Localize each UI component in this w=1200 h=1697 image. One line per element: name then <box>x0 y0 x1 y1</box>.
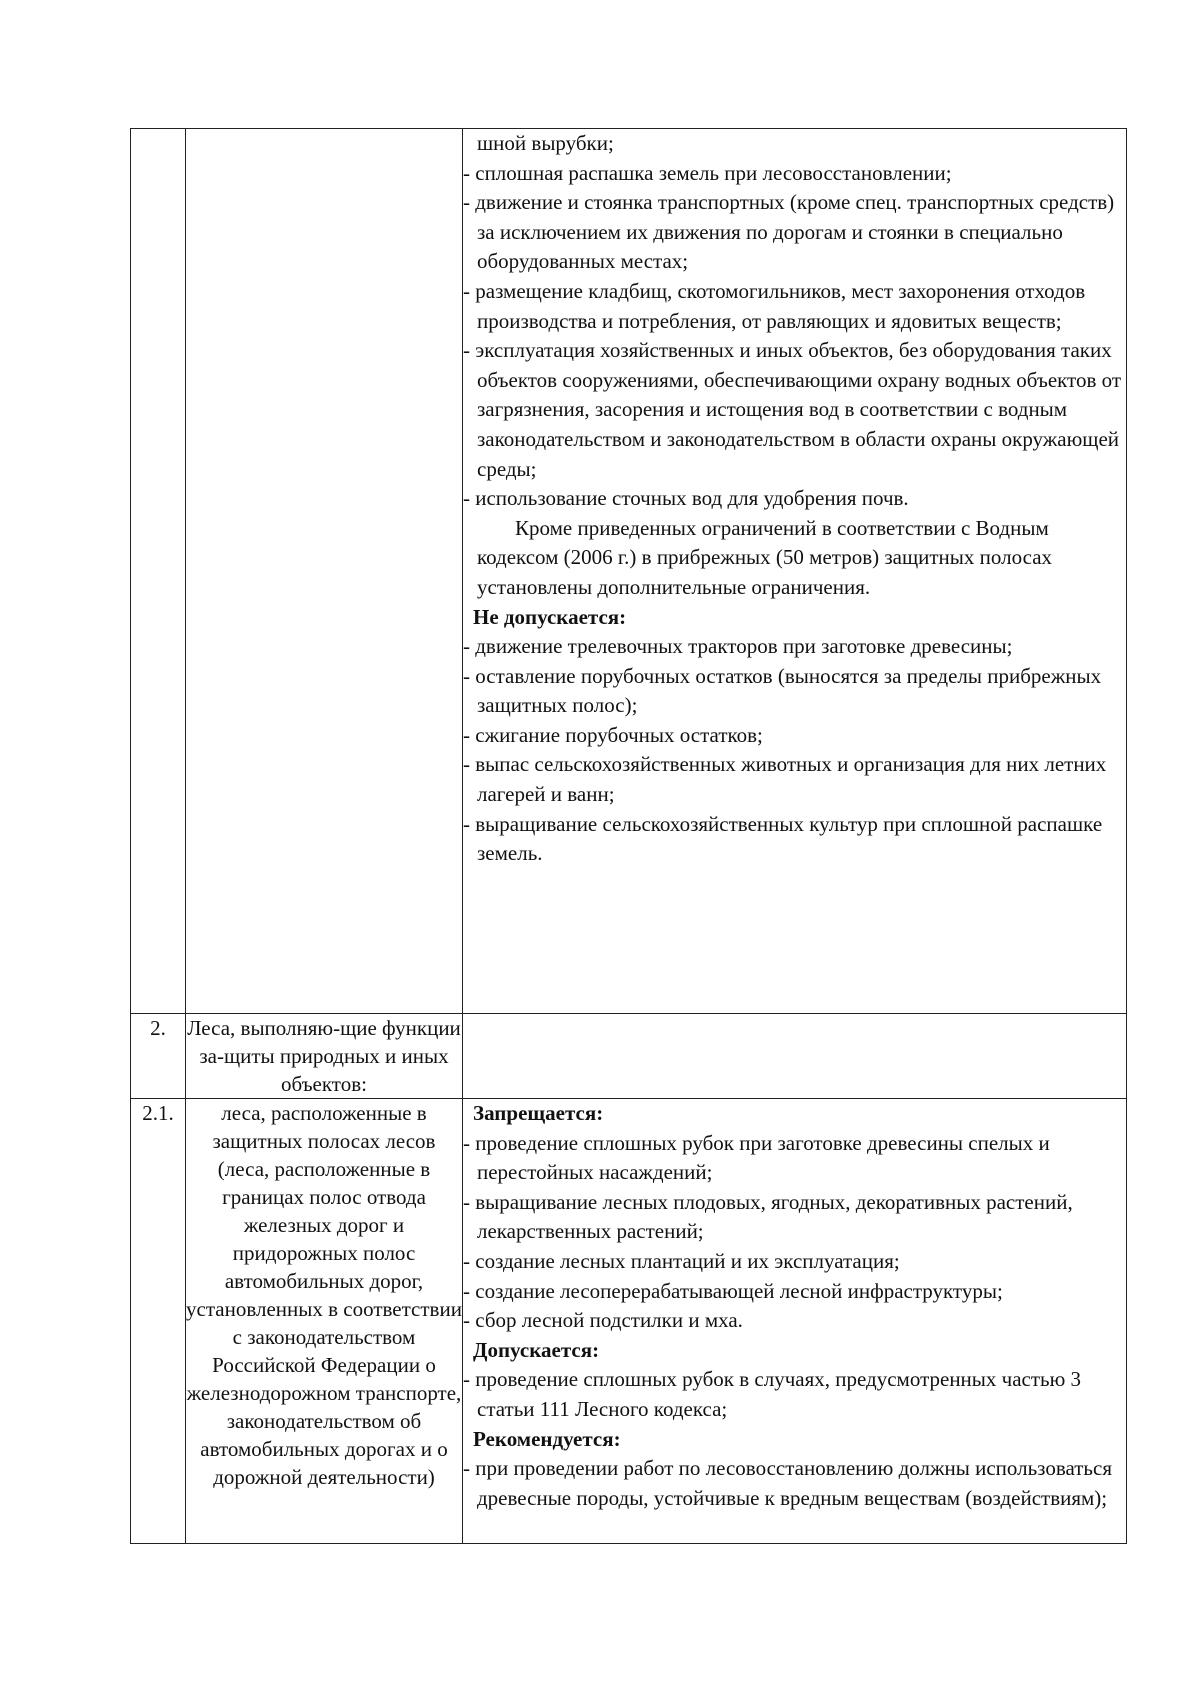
restriction-item: - выращивание сельскохозяйственных культур при сплошной распашке земель. <box>463 811 1103 866</box>
restriction-item: - сбор лесной подстилки и мха. <box>463 1308 743 1333</box>
section-heading: Рекомендуется: <box>473 1426 621 1451</box>
restriction-item: - движение и стоянка транспортных (кроме спец. транспортных средств) за исключением их движения по дорогам и стоянки в специально оборудованных местах; <box>463 190 1115 274</box>
restriction-item: - оставление порубочных остатков (выносятся за пределы прибрежных защитных полос); <box>463 663 1102 718</box>
restrictions-cell <box>463 1099 1127 1544</box>
restrictions-cell <box>463 129 1127 1014</box>
restrictions-cell <box>463 1014 1127 1099</box>
restriction-list <box>463 1099 1126 1513</box>
section-heading: Запрещается: <box>473 1101 604 1125</box>
restriction-item: - создание лесоперерабатывающей лесной инфраструктуры; <box>463 1278 1003 1303</box>
forest-category: леса, расположенные в защитных полосах лесов (леса, расположенные в границах полос отвода железных дорог и придорожных полос автомобильных дорог, установленных в соответствии с законодательством Российской Федерации о железнодорожном транспорте, законодательством об автомобильных дорогах и о дорожной деятельности) <box>186 1099 463 1544</box>
table-row <box>131 1014 1127 1099</box>
restriction-item: - проведение сплошных рубок в случаях, предусмотренных частью 3 статьи 111 Лесного кодекса; <box>463 1367 1082 1421</box>
restriction-item: - сжигание порубочных остатков; <box>463 722 763 747</box>
restriction-item: - размещение кладбищ, скотомогильников, мест захоронения отходов производства и потребления, от равляющих и ядовитых веществ; <box>463 278 1086 333</box>
restriction-item: - проведение сплошных рубок при заготовке древесины спелых и перестойных насаждений; <box>463 1130 1050 1185</box>
forest-category <box>186 129 463 1014</box>
restriction-item: - создание лесных плантаций и их эксплуатация; <box>463 1248 900 1273</box>
row-number: 2. <box>131 1014 186 1099</box>
restriction-item: - выпас сельскохозяйственных животных и организация для них летних лагерей и ванн; <box>463 752 1107 807</box>
row-number <box>131 129 186 1014</box>
table-row <box>131 129 1127 1014</box>
table-row <box>131 1099 1127 1544</box>
restriction-item: - при проведении работ по лесовосстановлению должны использоваться древесные породы, устойчивые к вредным веществам (воздействиям); <box>463 1456 1112 1510</box>
restriction-item: - эксплуатация хозяйственных и иных объектов, без оборудования таких объектов сооружениями, обеспечивающими охрану водных объектов от загрязнения, засорения и истощения вод в соответствии с водным законодательством и законодательством в области охраны окружающей среды; <box>463 338 1122 481</box>
restriction-item: - движение трелевочных тракторов при заготовке древесины; <box>463 634 1013 659</box>
paragraph: Кроме приведенных ограничений в соответствии с Водным кодексом (2006 г.) в прибрежных (50 метров) защитных полосах установлены дополнительные ограничения. <box>477 515 1053 599</box>
restrictions-table <box>130 128 1127 1544</box>
row-number: 2.1. <box>131 1099 186 1544</box>
continued-text: шной вырубки; <box>477 131 614 155</box>
forest-category: Леса, выполняю-щие функции за-щиты природных и иных объектов: <box>186 1014 463 1099</box>
restriction-item: - использование сточных вод для удобрения почв. <box>463 486 909 511</box>
section-heading: Не допускается: <box>473 604 627 629</box>
section-heading: Допускается: <box>473 1337 600 1362</box>
restriction-item: - выращивание лесных плодовых, ягодных, декоративных растений, лекарственных растений; <box>463 1189 1073 1244</box>
restriction-list <box>463 129 1126 869</box>
restriction-item: - сплошная распашка земель при лесовосстановлении; <box>463 160 952 185</box>
